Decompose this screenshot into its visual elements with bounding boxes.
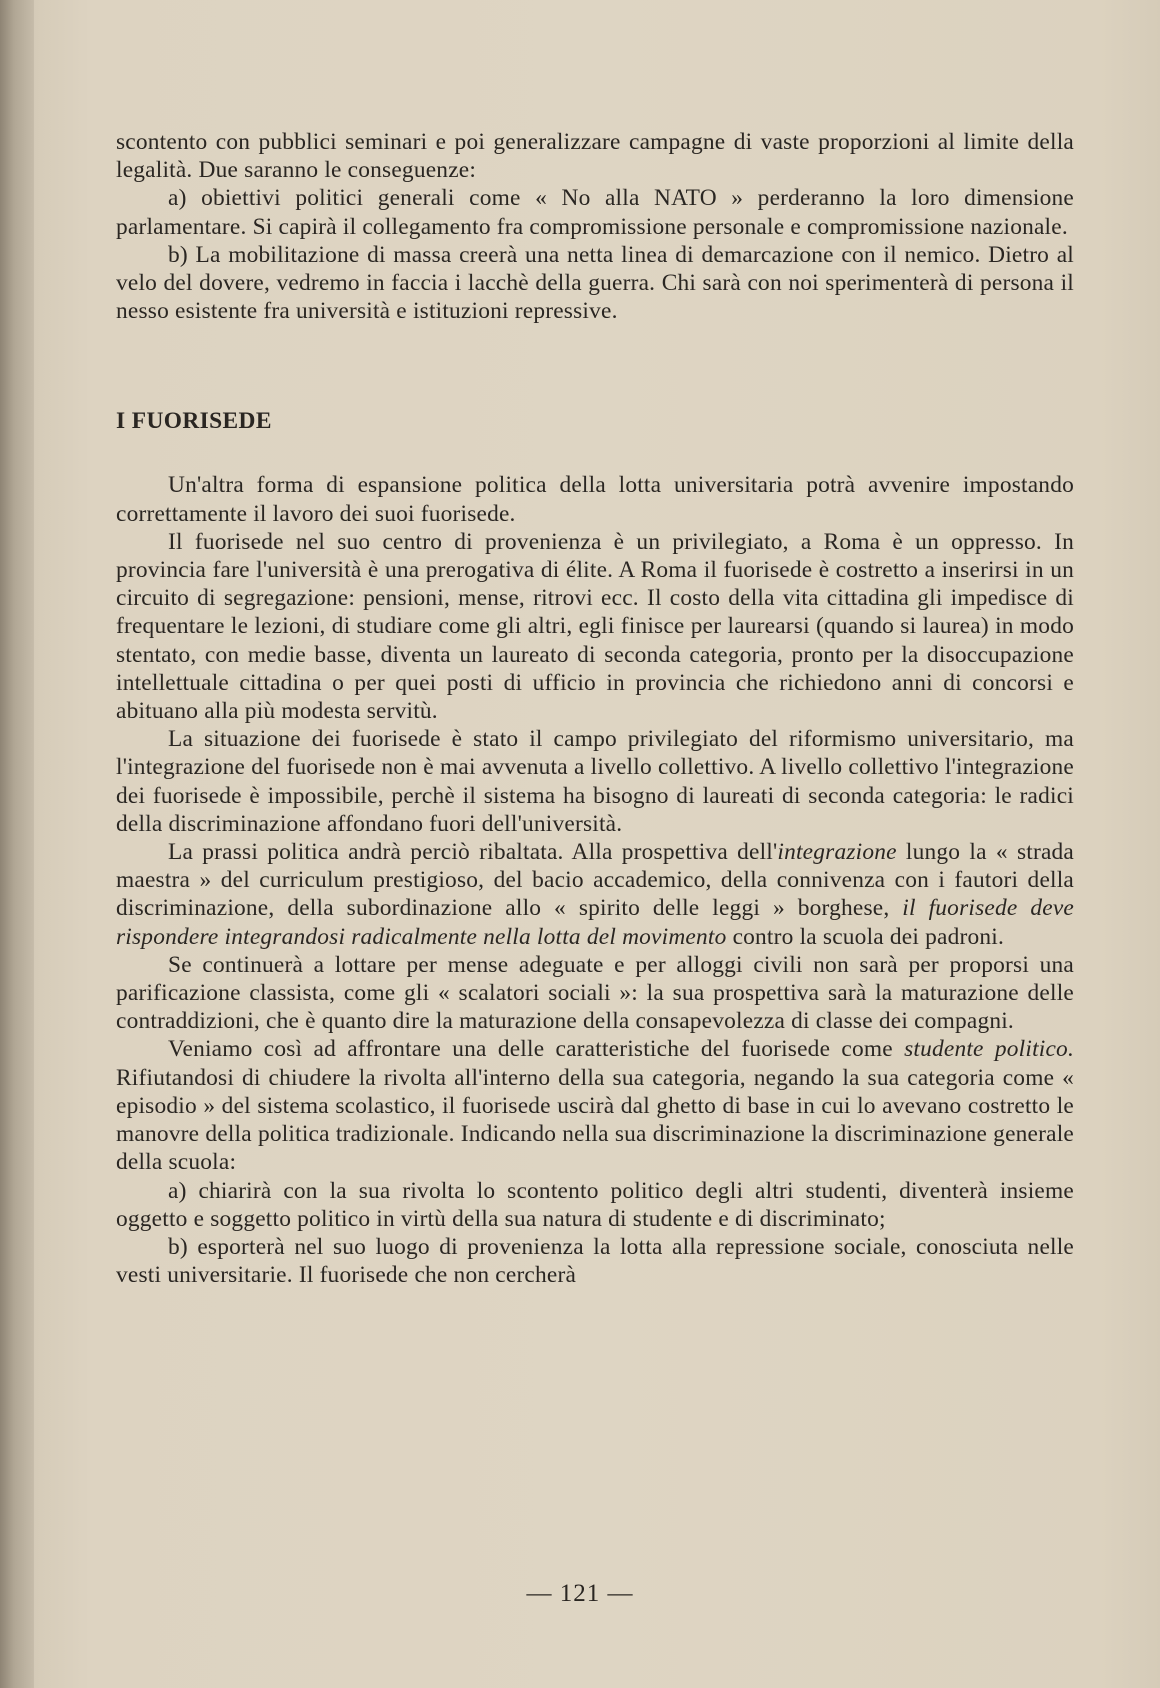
paragraph-point-a-nato: a) obiettivi politici generali come « No alla NATO » perderanno la loro dimensione parlamentare. Si capirà il collegamento fra compromissione personale e compromissione nazionale. xyxy=(116,185,1074,240)
paragraph-veniamo xyxy=(116,1035,1074,1176)
paragraph-list-b: b) esporterà nel suo luogo di provenienza la lotta alla repressione sociale, conosciuta nelle vesti universitarie. Il fuorisede che non cercherà xyxy=(116,1233,1074,1289)
book-spine-shadow xyxy=(0,0,34,1688)
prassi-italic-integrazione: integrazione xyxy=(777,839,897,866)
veniamo-text-2: Rifiutandosi di chiudere la rivolta all'interno della sua categoria, negando la sua categoria come « episodio » del sistema scolastico, il fuorisede uscirà dal ghetto di base in cui lo avevano costretto le manovre della politica tradizionale. Indicando nella sua discriminazione la discriminazione generale della scuola: xyxy=(116,1064,1074,1176)
paragraph-continuera: Se continuerà a lottare per mense adeguate e per alloggi civili non sarà per proporsi una parificazione classista, come gli « scalatori sociali »: la sua prospettiva sarà la maturazione delle contraddizioni, che è quanto dire la maturazione della consapevolezza di classe dei compagni. xyxy=(116,951,1074,1035)
paragraph-espansione: Un'altra forma di espansione politica della lotta universitaria potrà avvenire impostando correttamente il lavoro dei suoi fuorisede. xyxy=(116,472,1074,527)
paragraph-riformismo: La situazione dei fuorisede è stato il campo privilegiato del riformismo universitario, ma l'integrazione del fuorisede non è mai avvenuta a livello collettivo. A livello collettivo l'integrazione dei fuorisede è impossibile, perchè il sistema ha bisogno di laureati di seconda categoria: le radici della discriminazione affondano fuori dell'università. xyxy=(116,726,1074,837)
page-number: — 121 — xyxy=(526,1580,634,1607)
prassi-text-3: contro la scuola dei padroni. xyxy=(726,923,1005,950)
prassi-text-1: La prassi politica andrà perciò ribaltata. Alla prospettiva dell' xyxy=(168,839,778,866)
section-heading: I FUORISEDE xyxy=(116,408,272,435)
paragraph-prassi xyxy=(116,838,1074,951)
paragraph-scontento: scontento con pubblici seminari e poi generalizzare campagne di vaste proporzioni al limite della legalità. Due saranno le conseguenze: xyxy=(116,129,1074,184)
veniamo-italic-studente: studente politico. xyxy=(904,1036,1074,1063)
paragraph-privilegiato: Il fuorisede nel suo centro di provenienza è un privilegiato, a Roma è un oppresso. In provincia fare l'università è una prerogativa di élite. A Roma il fuorisede è costretto a inserirsi in un circuito di segregazione: pensioni, mense, ritrovi ecc. Il costo della vita cittadina gli impedisce di frequentare le lezioni, di studiare come gli altri, egli finisce per laurearsi (quando si laurea) in modo stentato, con medie basse, diventa un laureato di seconda categoria, pronto per la disoccupazione intellettuale cittadina o per quei posti di ufficio in provincia che richiedono anni di concorsi e abituano alla più modesta servitù. xyxy=(116,528,1074,725)
prassi-text-2: lungo la « strada maestra » del curriculum prestigioso, del bacio accademico, della connivenza con i fautori della discriminazione, della subordinazione allo « spirito delle leggi » borghese, xyxy=(116,839,1075,922)
veniamo-text-1: Veniamo così ad affrontare una delle caratteristiche del fuorisede come xyxy=(168,1036,905,1063)
paragraph-point-b-mobilitazione: b) La mobilitazione di massa creerà una netta linea di demarcazione con il nemico. Dietro al velo del dovere, vedremo in faccia i lacchè della guerra. Chi sarà con noi sperimenterà di persona il nesso esistente fra università e istituzioni repressive. xyxy=(116,241,1074,325)
page-text xyxy=(116,128,1074,1289)
paragraph-list-a: a) chiarirà con la sua rivolta lo scontento politico degli altri studenti, diventerà insieme oggetto e soggetto politico in virtù della sua natura di studente e di discriminato; xyxy=(116,1177,1074,1232)
prassi-italic-fuorisede: il fuorisede deve rispondere integrandosi radicalmente nella lotta del movimento xyxy=(116,895,1074,950)
